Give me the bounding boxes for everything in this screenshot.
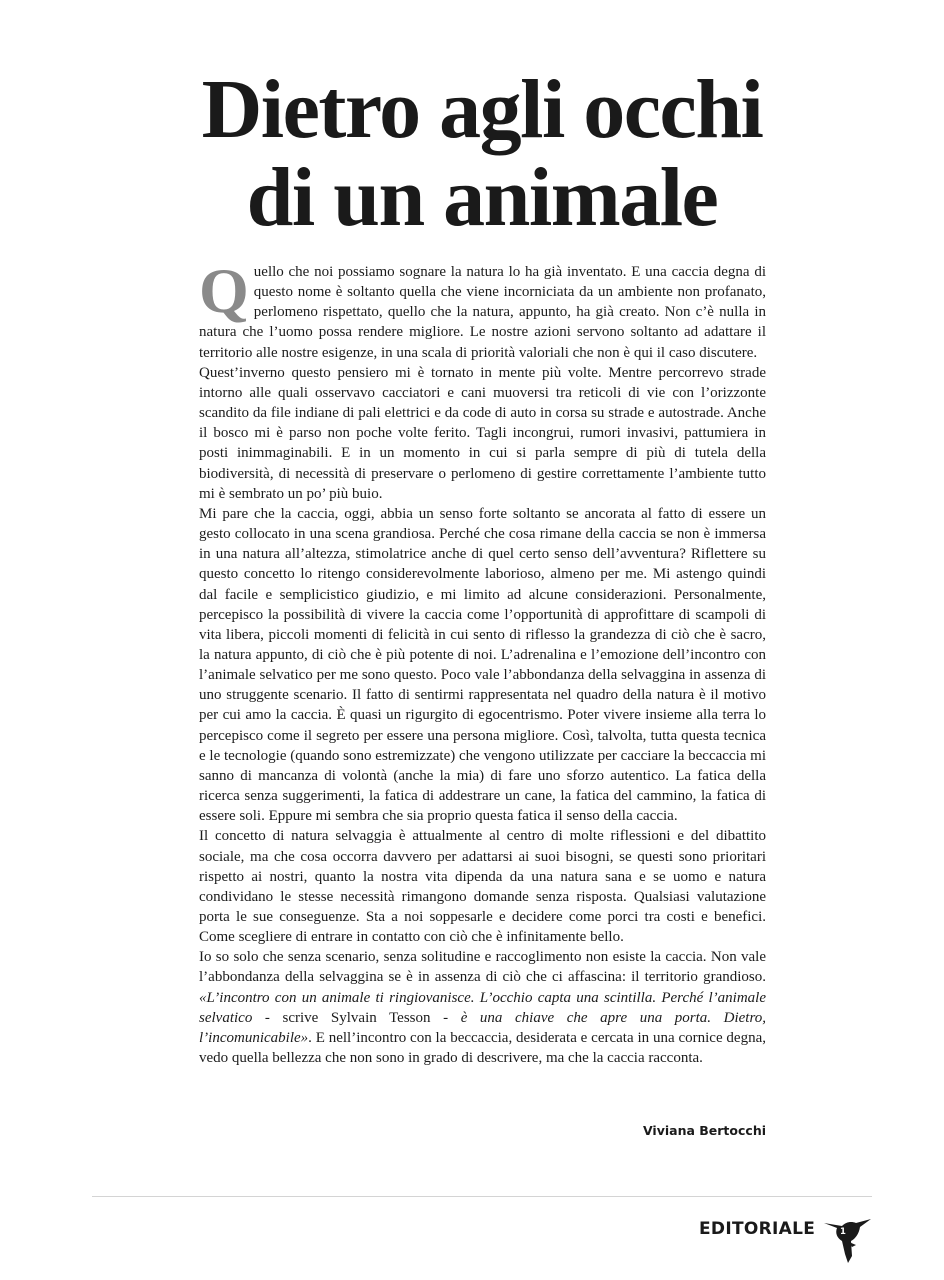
title-line-2: di un animale [246,151,718,244]
paragraph-1 [199,255,766,363]
section-label: EDITORIALE [699,1219,816,1239]
paragraph-5 [199,947,766,1068]
author-signature: Viviana Bertocchi [642,1123,766,1138]
title-line-1: Dietro agli occhi [201,63,763,156]
article-title [160,63,804,244]
article-body [199,255,766,1068]
paragraph-1-text: uello che noi possiamo sognare la natura lo ha già inventato. E una caccia degna di questo nome è soltanto quella che viene incorniciata da un ambiente non profanato, perlomeno rispettato, quello che la natura, appunto, ha già creato. Non c’è nulla in natura che l’uomo possa rendere migliore. Le nostre azioni servono soltanto ad adattare il territorio alle nostre esigenze, in una scala di priorità valoriali che non è qui il caso discutere. [199,264,766,361]
paragraph-5-text-b: - scrive Sylvain Tesson - [252,1009,461,1026]
quote-part-2: è una chiave che apre una porta. Dietro, l’incomunicabile» [199,1009,766,1046]
woodcock-silhouette-icon [822,1214,874,1264]
paragraph-5-text-c: . E nell’incontro con la beccaccia, desiderata e cercata in una cornice degna, vedo quella bellezza che non sono in grado di descrivere, ma che la caccia racconta. [199,1029,766,1067]
footer-divider [92,1196,872,1197]
paragraph-4: Il concetto di natura selvaggia è attualmente al centro di molte riflessioni e del dibattito sociale, ma che cosa occorra davvero per adattarsi ai suoi bisogni, se questi sono prioritari rispetto ai nostri, quanto la nostra vita dipenda da una natura sana e se uomo e natura condividano le stesse necessità rimangono domande senza risposta. Qualsiasi valutazione porta le sue conseguenze. Sta a noi soppesarle e decidere come porci tra costi e benefici. Come scegliere di entrare in contatto con ciò che è infinitamente bello. [199,828,766,946]
paragraph-5-text-a: Io so solo che senza scenario, senza solitudine e raccoglimento non esiste la caccia. Non vale l’abbondanza della selvaggina se è in assenza di ciò che ci affascina: il territorio grandioso. [199,949,766,986]
quote-part-1: «L’incontro con un animale ti ringiovanisce. L’occhio capta una scintilla. Perché l’animale selvatico [199,989,766,1026]
paragraph-3: Mi pare che la caccia, oggi, abbia un senso forte soltanto se ancorata al fatto di essere un gesto collocato in una scena grandiosa. Perché che cosa rimane della caccia se non è immersa in una natura all’altezza, stimolatrice anche di quel certo senso dell’avventura? Riflettere su questo concetto lo ritengo considerevolmente laborioso, almeno per me. Mi astengo quindi dal facile e semplicistico giudizio, e mi limito ad alcune considerazioni. Personalmente, percepisco la possibilità di vivere la caccia come l’opportunità di approfittare di scampoli di vita libera, piccoli momenti di felicità in cui sento di riflesso la grandezza di ciò che è sacro, la natura appunto, di ciò che è più potente di noi. L’adrenalina e l’emozione dell’incontro con l’animale selvatico per me sono questo. Poco vale l’abbondanza della selvaggina in assenza di uno struggente scenario. Il fatto di sentirmi rappresentata nel quadro della natura è il motivo per cui amo la caccia. È quasi un rigurgito di egocentrismo. Poter vivere insieme alla terra lo percepisco come il segreto per essere una persona migliore. Così, talvolta, tutta questa tecnica e le tecnologie (quando sono estremizzate) che vengono utilizzate per cacciare la beccaccia mi sanno di mancanza di volontà (anche la mia) di fare uno sforzo autentico. La fatica della ricerca senza suggerimenti, la fatica di addestrare un cane, la fatica del cammino, la fatica di essere soli. Eppure mi sembra che sia proprio questa fatica il senso della caccia. [199,505,766,825]
paragraph-2: Quest’inverno questo pensiero mi è tornato in mente più volte. Mentre percorrevo strade intorno alle quali osservavo cacciatori e cani muoversi tra reticoli di vie con l’orizzonte scandito da file indiane di pali elettrici e da code di auto in corsa su strade e autostrade. Anche il bosco mi è parso non poche volte ferito. Tagli incongrui, rumori invasivi, pattumiera in posti inimmaginabili. E in un momento in cui si parla sempre di più di tutela della biodiversità, di necessità di preservare o perlomeno di gestire correttamente l’ambiente tutto mi è sembrato un po’ più buio. [199,364,766,502]
drop-cap: Q [199,255,249,326]
page-number: 1 [840,1227,846,1237]
